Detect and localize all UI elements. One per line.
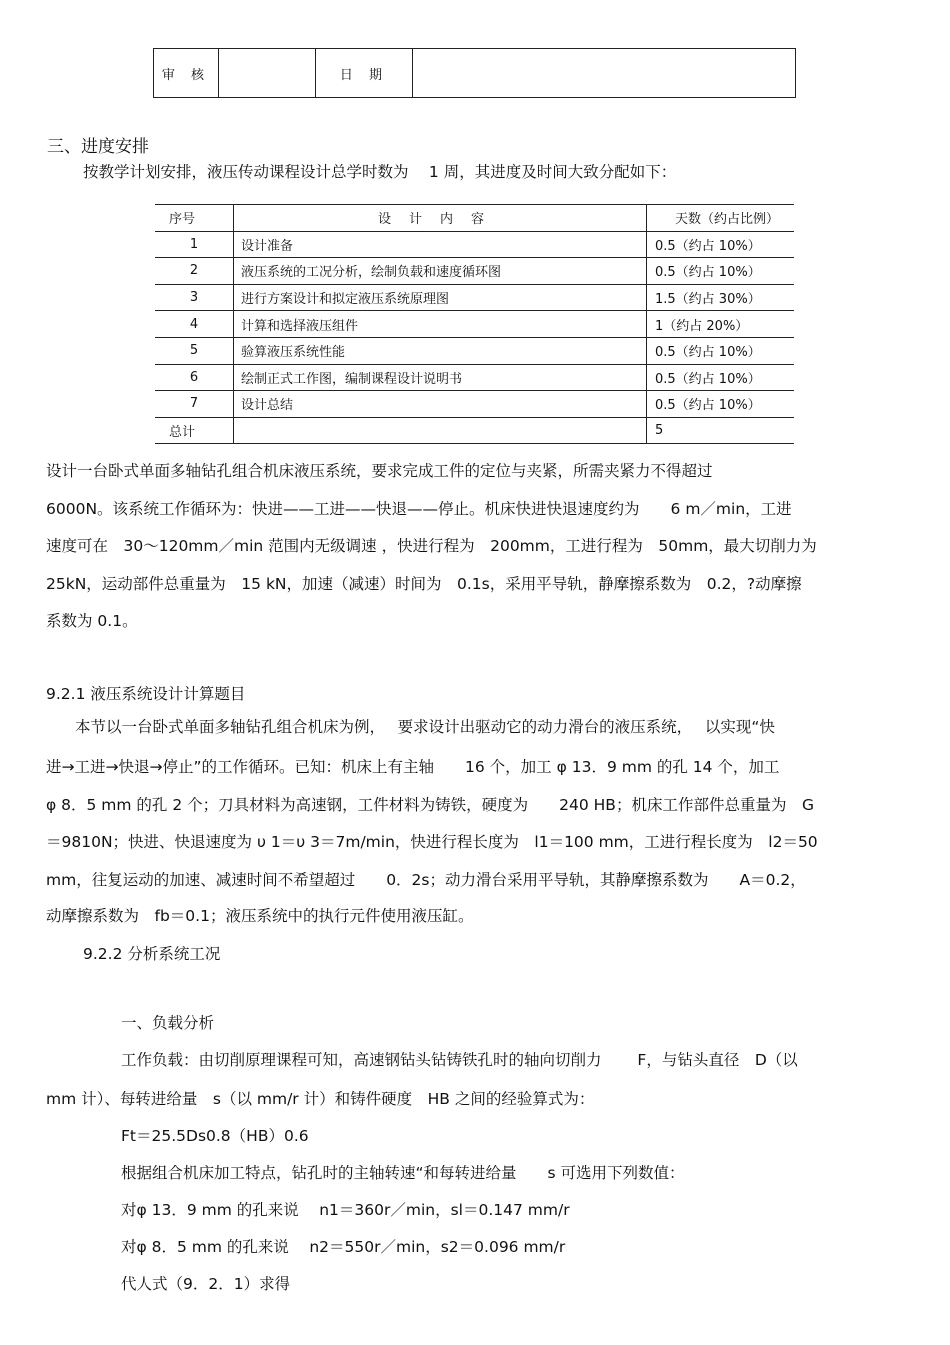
row-content: 绘制正式工作图，编制课程设计说明书	[234, 364, 647, 391]
heading-9-2-2: 9.2.2 分析系统工况	[83, 945, 221, 963]
task-line: 速度可在 30～120mm／min 范围内无级调速 ，快进行程为 200mm，工进行程为 50mm，最大切削力为	[46, 537, 817, 555]
schedule-intro: 按教学计划安排，液压传动课程设计总学时数为 1 周，其进度及时间大致分配如下：	[83, 163, 677, 181]
paragraph-line: mm，往复运动的加速、减速时间不希望超过 0．2s；动力滑台采用平导轨，其静摩擦系数为 A＝0.2，	[46, 871, 806, 889]
row-no: 1	[155, 231, 234, 258]
paragraph-line: 动摩擦系数为 fb＝0.1；液压系统中的执行元件使用液压缸。	[46, 907, 474, 925]
row-days: 0.5（约占 10%）	[647, 258, 795, 285]
table-total-row	[155, 417, 794, 444]
row-no: 6	[155, 364, 234, 391]
header-content: 设计内容	[234, 205, 647, 232]
row-no: 2	[155, 258, 234, 285]
paragraph-line: 工作负载：由切削原理课程可知，高速钢钻头钻铸铁孔时的轴向切削力 F，与钻头直径 D（以	[121, 1051, 798, 1069]
row-no: 5	[155, 337, 234, 364]
row-days: 1.5（约占 30%）	[647, 284, 795, 311]
header-no: 序号	[155, 205, 234, 232]
section-title-schedule: 三、进度安排	[47, 137, 149, 157]
task-line: 25kN，运动部件总重量为 15 kN，加速（减速）时间为 0.1s，采用平导轨，静摩擦系数为 0.2，?动摩擦	[46, 575, 802, 593]
table-row	[155, 364, 794, 391]
formula: Ft＝25.5Ds0.8（HB）0.6	[121, 1127, 309, 1145]
paragraph-line: φ 8．5 mm 的孔 2 个；刀具材料为高速钢，工件材料为铸铁，硬度为 240 HB；机床工作部件总重量为 G	[46, 796, 814, 814]
row-content: 进行方案设计和拟定液压系统原理图	[234, 284, 647, 311]
table-row	[155, 391, 794, 418]
table-row	[155, 311, 794, 338]
paragraph-line: 代人式（9．2．1）求得	[121, 1275, 291, 1293]
date-label: 日 期	[316, 49, 413, 98]
row-no: 7	[155, 391, 234, 418]
approval-table	[153, 48, 796, 98]
row-content: 设计总结	[234, 391, 647, 418]
paragraph-line: 根据组合机床加工特点，钻孔时的主轴转速“和每转进给量 s 可选用下列数值：	[121, 1164, 685, 1182]
load-analysis-title: 一、负载分析	[121, 1014, 215, 1032]
row-no: 4	[155, 311, 234, 338]
table-row	[155, 231, 794, 258]
heading-9-2-1: 9.2.1 液压系统设计计算题目	[46, 685, 246, 703]
paragraph-line: mm 计）、每转进给量 s（以 mm/r 计）和铸件硬度 HB 之间的经验算式为：	[46, 1090, 595, 1108]
paragraph-line: 进→工进→快退→停止”的工作循环。已知：机床上有主轴 16 个，加工 φ 13．9 mm 的孔 14 个，加工	[46, 758, 780, 776]
task-line: 6000N。该系统工作循环为：快进——工进——快退——停止。机床快进快退速度约为 6 m／min，工进	[46, 500, 792, 518]
table-row	[155, 284, 794, 311]
paragraph-line: 对φ 8．5 mm 的孔来说 n2＝550r／min，s2＝0.096 mm/r	[121, 1238, 566, 1256]
date-value	[413, 49, 796, 98]
task-line: 设计一台卧式单面多轴钻孔组合机床液压系统，要求完成工件的定位与夹紧，所需夹紧力不得超过	[46, 462, 713, 480]
review-value	[219, 49, 316, 98]
schedule-table	[155, 204, 794, 444]
total-content	[234, 417, 647, 444]
total-days: 5	[647, 417, 795, 444]
table-row	[155, 337, 794, 364]
paragraph-line: 本节以一台卧式单面多轴钻孔组合机床为例， 要求设计出驱动它的动力滑台的液压系统， 以实现“快	[75, 718, 775, 736]
row-days: 0.5（约占 10%）	[647, 337, 795, 364]
row-no: 3	[155, 284, 234, 311]
row-content: 验算液压系统性能	[234, 337, 647, 364]
row-content: 液压系统的工况分析，绘制负载和速度循环图	[234, 258, 647, 285]
row-days: 0.5（约占 10%）	[647, 364, 795, 391]
row-days: 1（约占 20%）	[647, 311, 795, 338]
total-label: 总计	[155, 417, 234, 444]
review-label: 审 核	[154, 49, 219, 98]
row-days: 0.5（约占 10%）	[647, 391, 795, 418]
row-days: 0.5（约占 10%）	[647, 231, 795, 258]
row-content: 设计准备	[234, 231, 647, 258]
task-line: 系数为 0.1。	[46, 612, 138, 630]
header-days: 天数（约占比例）	[647, 205, 795, 232]
row-content: 计算和选择液压组件	[234, 311, 647, 338]
paragraph-line: 对φ 13．9 mm 的孔来说 n1＝360r／min，sl＝0.147 mm/r	[121, 1201, 570, 1219]
table-header-row	[155, 205, 794, 232]
table-row	[155, 258, 794, 285]
paragraph-line: ＝9810N；快进、快退速度为 υ 1＝υ 3＝7m/min，快进行程长度为 l1＝100 mm，工进行程长度为 l2＝50	[46, 833, 818, 851]
